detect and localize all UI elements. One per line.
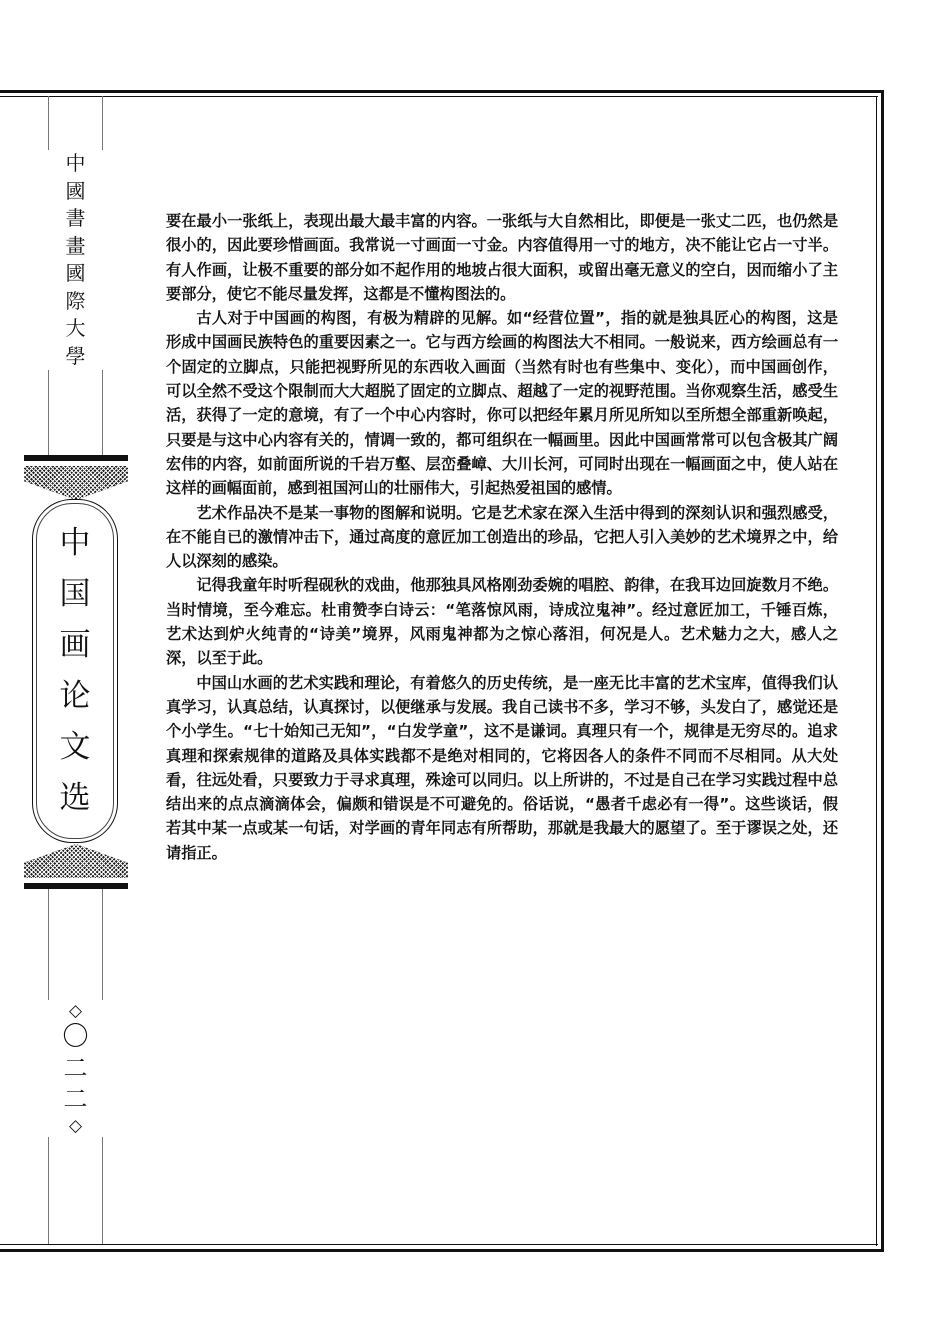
frame-right-border — [881, 90, 884, 1252]
page-number — [48, 1000, 103, 1137]
school-name-char: 學 — [65, 343, 86, 368]
school-name-char: 際 — [65, 288, 86, 313]
page-number-char: 二 — [63, 1054, 88, 1082]
book-title-char: 画 — [59, 627, 91, 663]
page-number-char: 二 — [63, 1085, 88, 1113]
body-text — [166, 209, 838, 865]
book-title-char: 国 — [59, 576, 91, 612]
paragraph: 中国山水画的艺术实践和理论，有着悠久的历史传统，是一座无比丰富的艺术宝库，值得我们认真学习，认真总结，认真探讨，以便继承与发展。我自己读书不多，学习不够，头发白了，感觉还是个小学生。“七十始知己无知”，“白发学童”，这不是谦词。真理只有一个，规律是无穷尽的。追求真理和探索规律的道路及具体实践都不是绝对相同的，它将因各人的条件不同而不尽相同。从大处看，往远处看，只要致力于寻求真理，殊途可以同归。以上所讲的，不过是自己在学习实践过程中总结出来的点点滴滴体会，偏颇和错误是不可避免的。俗话说，“愚者千虑必有一得”。这些谈话，假若其中某一点或某一句话，对学画的青年同志有所帮助，那就是我最大的愿望了。至于谬误之处，还请指正。 — [166, 673, 838, 862]
frame-top-inner-border — [0, 96, 878, 97]
title-cartouche — [32, 499, 118, 843]
book-title — [33, 518, 117, 824]
diamond-icon: ◇ — [68, 1001, 83, 1021]
book-title-panel — [20, 455, 132, 889]
title-panel-bottom-ornament — [24, 844, 128, 878]
school-name-char: 中 — [65, 151, 86, 175]
title-panel-top-bar — [24, 455, 128, 461]
school-name — [48, 150, 103, 370]
paragraph: 艺术作品决不是某一事物的图解和说明。它是艺术家在深入生活中得到的深刻认识和强烈感受，在不能自已的激情冲击下，通过高度的意匠加工创造出的珍品，它把人引入美妙的艺术境界之中，给人以深刻的感染。 — [166, 503, 838, 571]
diamond-icon: ◇ — [68, 1116, 83, 1136]
paragraph: 要在最小一张纸上，表现出最大最丰富的内容。一张纸与大自然相比，即便是一张丈二匹，也仍然是很小的，因此要珍惜画面。我常说一寸画面一寸金。内容值得用一寸的地方，决不能让它占一寸半。有人作画，让极不重要的部分如不起作用的地坡占很大面积，或留出毫无意义的空白，因而缩小了主要部分，使它不能尽量发挥，这都是不懂构图法的。 — [166, 212, 838, 303]
school-name-char: 書 — [65, 206, 86, 230]
title-panel-bottom-bar — [24, 883, 128, 889]
book-title-char: 选 — [59, 780, 91, 816]
school-name-char: 國 — [65, 178, 86, 203]
frame-bottom-border — [0, 1249, 884, 1252]
paragraph: 古人对于中国画的构图，有极为精辟的见解。如“经营位置”，指的就是独具匠心的构图，这是形成中国画民族特色的重要因素之一。它与西方绘画的构图法大不相同。一般说来，西方绘画总有一个固定的立脚点，只能把视野所见的东西收入画面（当然有时也有些集中、变化），而中国画创作，可以全然不受这个限制而大大超脱了固定的立脚点、超越了一定的视野范围。当你观察生活，感受生活，获得了一定的意境，有了一个中心内容时，你可以把经年累月所见所知以至所想全部重新唤起，只要是与这中心内容有关的，情调一致的，都可组织在一幅画里。因此中国画常常可以包含极其广阔宏伟的内容，如前面所说的千岩万壑、层峦叠嶂、大川长河，可同时出现在一幅画面之中，使人站在这样的画幅面前，感到祖国河山的壮丽伟大，引起热爱祖国的感情。 — [166, 309, 838, 498]
school-name-char: 畫 — [65, 233, 86, 258]
school-name-char: 大 — [65, 316, 86, 340]
book-title-char: 中 — [59, 525, 91, 561]
paragraph: 记得我童年时听程砚秋的戏曲，他那独具风格刚劲委婉的唱腔、韵律，在我耳边回旋数月不绝。当时情境，至今难忘。杜甫赞李白诗云：“笔落惊风雨，诗成泣鬼神”。经过意匠加工，千锤百炼，艺术达到炉火纯青的“诗美”境界，风雨鬼神都为之惊心落泪，何况是人。艺术魅力之大，感人之深，以至于此。 — [166, 576, 838, 668]
title-panel-top-ornament — [24, 466, 128, 500]
school-name-char: 國 — [65, 261, 86, 285]
frame-bottom-inner-border — [0, 1244, 878, 1245]
book-title-char: 文 — [59, 729, 91, 765]
frame-right-inner-border — [876, 96, 877, 1246]
book-title-char: 论 — [59, 678, 91, 714]
frame-top-border — [0, 90, 884, 93]
page-number-char: 〇 — [62, 1022, 89, 1052]
